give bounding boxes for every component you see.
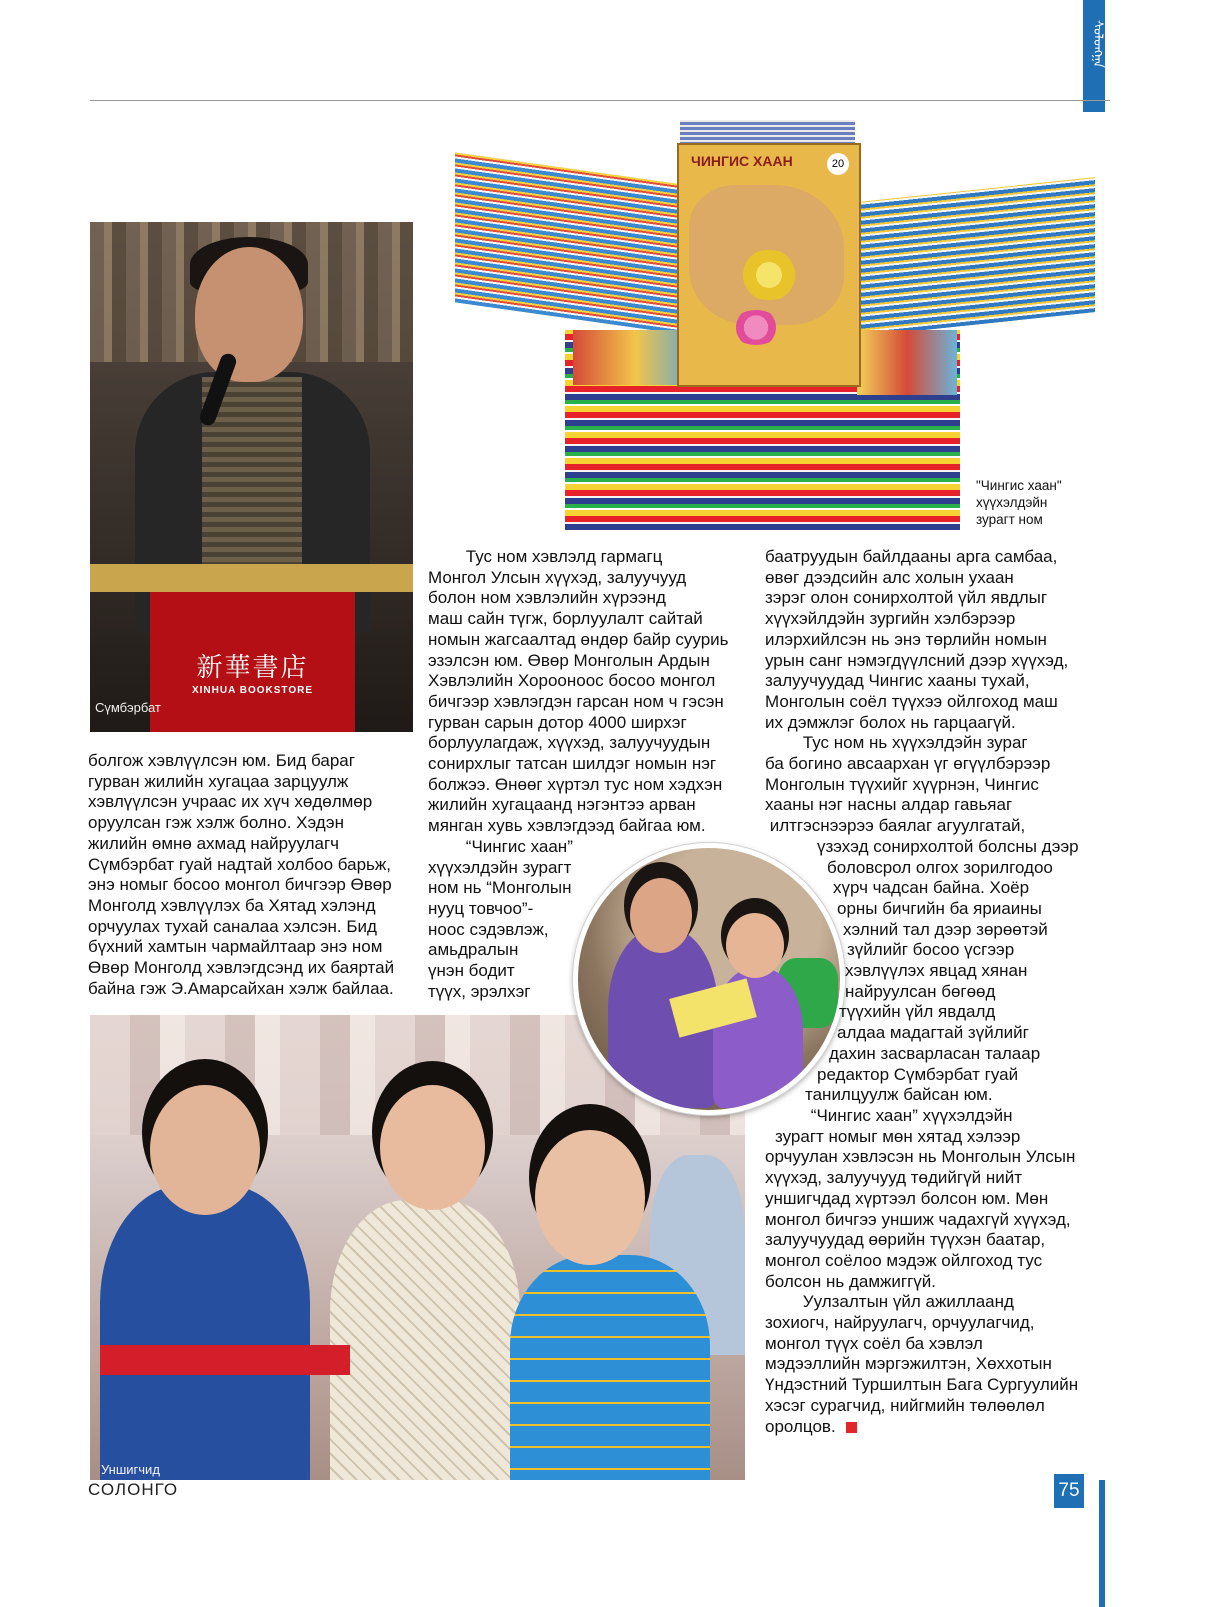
- red-sash: [100, 1345, 350, 1375]
- child-figure-center: [330, 1200, 520, 1480]
- article-line: хэвлүүлсэн учраас их хүч хөдөлмөр: [88, 792, 373, 812]
- article-line: хэсэг сурагчид, нийгмийн төлөөлөл: [765, 1395, 1045, 1415]
- article-line: Монголд хэвлүүлэх ба Хятад хэлэнд: [88, 895, 376, 915]
- article-column-1: [88, 751, 418, 999]
- article-line: жилийн өмнө ахмад найруулагч: [88, 833, 339, 853]
- article-line: мэдээллийн мэргэжилтэн, Хөххотын: [765, 1354, 1052, 1374]
- books-caption-line: хүүхэлдэйн: [976, 495, 1048, 510]
- readers-photo-caption: Уншигчид: [101, 1462, 160, 1477]
- article-line: найруулсан бөгөөд: [845, 981, 996, 1001]
- child-head-center: [380, 1085, 485, 1210]
- article-line: Өвөр Монголд хэвлэгдсэнд их баяртай: [88, 958, 395, 978]
- article-line: оруулсан гэж хэлж болно. Хэдэн: [88, 813, 344, 833]
- article-line: нууц товчоо”-: [428, 898, 534, 918]
- book-stack-left: [455, 152, 705, 337]
- article-line: түүх, эрэлхэг: [428, 981, 531, 1001]
- article-line: залуучуудад Чингис хааны тухай,: [765, 671, 1030, 691]
- article-line: хүүхэлдэйн зурагт: [428, 857, 572, 877]
- article-line: илэрхийлсэн нь энэ төрлийн номын: [765, 629, 1047, 649]
- article-line: хүрч чадсан байна. Хоёр: [833, 878, 1030, 898]
- article-line: баатруудын байлдааны арга самбаа,: [765, 547, 1058, 566]
- end-of-article-mark-icon: [846, 1422, 857, 1433]
- podium-top: [90, 564, 413, 592]
- child-head-left: [150, 1085, 260, 1215]
- book-stack-right: [850, 177, 1095, 338]
- article-line: дахин засварласан талаар: [829, 1043, 1041, 1063]
- article-line: орны бичгийн ба яриаины: [837, 898, 1042, 918]
- speaker-photo: [90, 222, 413, 732]
- article-line: “Чингис хаан” хүүхэлдэйн: [773, 1105, 1013, 1125]
- article-line: зүйлийг босоо үсгээр: [847, 940, 1015, 960]
- article-line: алдаа мадагтай зүйлийг: [837, 1023, 1029, 1043]
- side-accent-strip: [1099, 1480, 1105, 1607]
- article-line: энэ номыг босоо монгол бичгээр Өвөр: [88, 875, 392, 895]
- article-line: мянган хувь хэвлэгдээд байгаа юм.: [428, 816, 706, 836]
- article-line: хааны нэг насны алдар гавьяаг: [765, 795, 1013, 815]
- speaker-photo-caption: Сүмбэрбат: [95, 700, 161, 715]
- article-line: Монголын соёл түүхээ ойлгоход маш: [765, 691, 1058, 711]
- header-rule: [90, 100, 1110, 101]
- cover-number: 20: [827, 153, 849, 175]
- article-line: болсон нь дамжиггүй.: [765, 1271, 937, 1291]
- article-line: илтгэснээрээ баялаг агуулгатай,: [765, 816, 1026, 836]
- article-line: танилцуулж байсан юм.: [805, 1085, 993, 1105]
- speaker-head: [195, 247, 303, 382]
- magazine-title: СОЛОНГО: [88, 1480, 179, 1499]
- books-photo: [455, 115, 1095, 535]
- article-line: Монголын түүхийг хүүрнэн, Чингис: [765, 774, 1039, 794]
- article-line: жилийн хугацаанд нэгэнтээ арван: [428, 795, 696, 815]
- ribbon-bow-pink-icon: [731, 310, 781, 345]
- article-column-2: [428, 547, 748, 1002]
- section-tab-script: ᠰᠣᠯᠣᠩᠭ᠋ᠠ: [1090, 20, 1105, 68]
- article-line: хэвлүүлэх явцад хянан: [845, 961, 1028, 981]
- section-tab: [1083, 0, 1105, 112]
- article-line: маш сайн түгж, борлуулалт сайтай: [428, 609, 703, 629]
- article-line: хүүхэйлдэйн зургийн хэлбэрээр: [765, 609, 1016, 629]
- article-line: Тус ном нь хүүхэлдэйн зураг: [765, 733, 1028, 753]
- article-line: монгол түүх соёл ба хэвлэл: [765, 1333, 983, 1353]
- article-line: ноос сэдэвлэж,: [428, 919, 549, 939]
- article-line: байна гэж Э.Амарсайхан хэлж байлаа.: [88, 978, 394, 998]
- article-line: орчуулах тухай саналаа хэлсэн. Бид: [88, 916, 377, 936]
- article-line: зохиогч, найруулагч, орчуулагчид,: [765, 1313, 1035, 1333]
- article-column-3: [765, 547, 1095, 1437]
- article-line: боловсрол олгох зорилгодоо: [827, 857, 1053, 877]
- article-line: Сүмбэрбат гуай надтай холбоо барьж,: [88, 854, 391, 874]
- article-line: монгол бичгээ уншиж чадахгүй хүүхэд,: [765, 1209, 1071, 1229]
- article-line: Монгол Улсын хүүхэд, залуучууд: [428, 567, 687, 587]
- article-line: их дэмжлэг болох нь гарцаагүй.: [765, 712, 1016, 732]
- article-line: түүхийн үйл явдалд: [839, 1002, 996, 1022]
- books-caption-line: зурагт ном: [976, 512, 1043, 527]
- cover-title: ЧИНГИС ХААН: [691, 153, 793, 169]
- article-line: Уулзалтын үйл ажиллаанд: [765, 1292, 1014, 1312]
- article-line: редактор Сүмбэрбат гуай: [817, 1064, 1019, 1084]
- article-line: Хэвлэлийн Хорооноос босоо монгол: [428, 671, 716, 691]
- article-line: бүхний хамтын чармайлтаар энэ ном: [88, 937, 383, 957]
- article-line: урын санг нэмэгдүүлсний дээр хүүхэд,: [765, 650, 1069, 670]
- article-line: Тус ном хэвлэлд гармагц: [428, 547, 663, 566]
- page-number: 75: [1054, 1474, 1084, 1508]
- article-line: залуучуудад өөрийн түүхэн баатар,: [765, 1230, 1046, 1250]
- article-line: өвөг дээдсийн алс холын ухаан: [765, 567, 1014, 587]
- child-figure-boy: [510, 1255, 710, 1480]
- article-line: зэрэг олон сонирхолтой үйл явдлыг: [765, 588, 1048, 608]
- article-line: бичгээр хэвлэгдэн гарсан ном ч гэсэн: [428, 691, 724, 711]
- article-line: монгол соёлоо мэдэж ойлгоход тус: [765, 1250, 1043, 1270]
- article-line: эзэлсэн юм. Өвөр Монголын Ардын: [428, 650, 710, 670]
- article-line: ном нь “Монголын: [428, 878, 572, 898]
- article-line: зурагт номыг мөн хятад хэлээр: [775, 1126, 1021, 1146]
- article-line: орчуулан хэвлэсэн нь Монголын Улсын: [765, 1147, 1076, 1167]
- books-caption-line: "Чингис хаан": [976, 478, 1062, 493]
- child-figure-left: [100, 1185, 310, 1480]
- child-head-boy: [535, 1130, 645, 1265]
- article-line: болгож хэвлүүлсэн юм. Бид бараг: [88, 751, 355, 770]
- article-line: хэлний тал дээр зөрөөтэй: [843, 919, 1048, 939]
- podium-logo-subtitle: XINHUA BOOKSTORE: [191, 685, 313, 696]
- article-line: сонирхлыг татсан шилдэг номын нэг: [428, 754, 717, 774]
- article-line: оролцов.: [765, 1416, 836, 1436]
- article-line: гурван сарын дотор 4000 ширхэг: [428, 712, 687, 732]
- article-line: болон ном хэвлэлийн хүрээнд: [428, 588, 666, 608]
- article-line: Үндэстний Туршилтын Бага Сургуулийн: [765, 1375, 1079, 1395]
- article-line: ба богино авсаархан үг өгүүлбэрээр: [765, 754, 1051, 774]
- article-line: гурван жилийн хугацаа зарцуулж: [88, 771, 349, 791]
- podium-logo: 新華書店: [196, 653, 309, 683]
- book-cover-lower-right: [857, 330, 957, 395]
- book-cover-main: [677, 143, 861, 387]
- article-last-line: [765, 1417, 1095, 1438]
- article-line: хүүхэд, залуучууд төдийгүй нийт: [765, 1168, 1023, 1188]
- article-line: борлуулагдаж, хүүхэд, залуучуудын: [428, 733, 711, 753]
- ribbon-bow-icon: [734, 250, 804, 300]
- article-line: үзэхэд сонирхолтой болсны дээр: [817, 836, 1079, 856]
- article-line: болжээ. Өнөөг хүртэл тус ном хэдхэн: [428, 774, 723, 794]
- article-line: номын жагсаалтад өндөр байр сууриь: [428, 629, 729, 649]
- article-line: “Чингис хаан”: [428, 836, 573, 856]
- article-line: амьдралын: [428, 940, 519, 960]
- article-line: үнэн бодит: [428, 961, 515, 981]
- article-line: уншигчдад хүртээл болсон юм. Мөн: [765, 1188, 1049, 1208]
- books-photo-caption: [976, 477, 1091, 528]
